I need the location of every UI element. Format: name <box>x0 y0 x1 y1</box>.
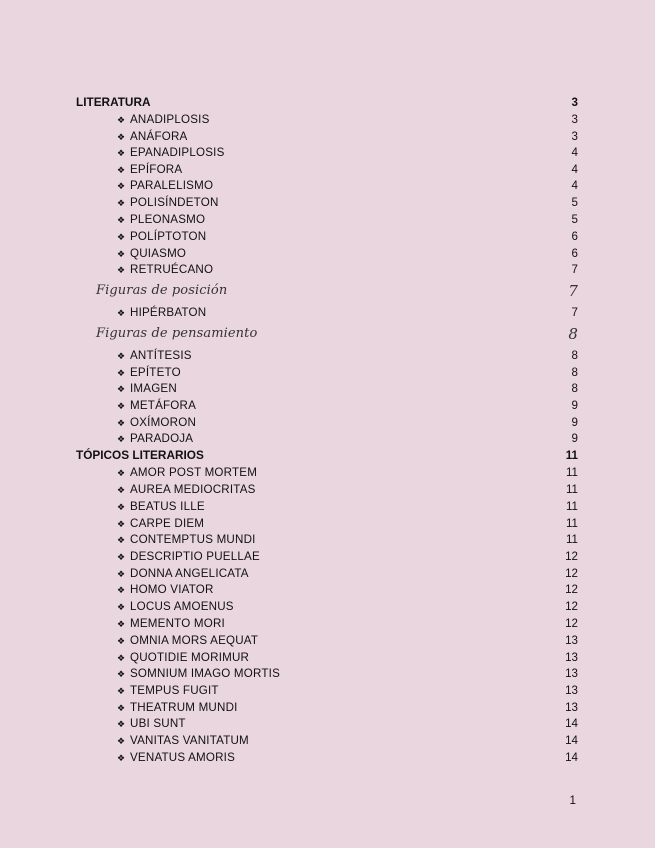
toc-entry-label: EPÍTETO <box>130 365 181 379</box>
toc-page-number: 14 <box>565 717 578 730</box>
toc-page-number: 14 <box>565 734 578 747</box>
diamond-bullet-icon: ❖ <box>117 198 126 208</box>
toc-page-number: 11 <box>565 449 578 462</box>
diamond-bullet-icon: ❖ <box>117 602 126 612</box>
toc-entry[interactable] <box>0 732 655 749</box>
diamond-bullet-icon: ❖ <box>117 434 126 444</box>
toc-entry-label: PLEONASMO <box>130 212 206 226</box>
diamond-bullet-icon: ❖ <box>117 214 126 225</box>
toc-page-number: 7 <box>571 306 578 319</box>
toc-entry-label: AMOR POST MORTEM <box>130 466 258 479</box>
toc-entry[interactable] <box>0 531 655 548</box>
diamond-bullet-icon: ❖ <box>117 164 126 175</box>
toc-entry[interactable] <box>0 194 655 211</box>
toc-entry[interactable] <box>0 414 655 431</box>
diamond-bullet-icon: ❖ <box>117 308 126 318</box>
toc-entry[interactable] <box>0 261 655 278</box>
toc-page-number: 4 <box>571 146 578 159</box>
toc-entry[interactable] <box>0 649 655 666</box>
diamond-bullet-icon: ❖ <box>117 635 126 646</box>
toc-entry-label: PARALELISMO <box>130 179 214 192</box>
toc-entry[interactable] <box>0 380 655 397</box>
toc-subheading-label: Figuras de posición <box>96 283 228 298</box>
diamond-bullet-icon: ❖ <box>117 468 126 478</box>
toc-entry[interactable] <box>0 177 655 194</box>
diamond-bullet-icon: ❖ <box>117 248 126 259</box>
toc-entry-label: POLISÍNDETON <box>130 196 219 209</box>
toc-entry-label: QUOTIDIE MORIMUR <box>130 650 250 664</box>
toc-page-number: 7 <box>568 282 578 300</box>
toc-entry-label: IMAGEN <box>130 382 177 395</box>
toc-entry-label: ANADIPLOSIS <box>130 113 210 126</box>
toc-entry-label: EPANADIPLOSIS <box>130 146 225 159</box>
diamond-bullet-icon: ❖ <box>117 736 126 746</box>
toc-entry[interactable] <box>0 144 655 161</box>
toc-subheading[interactable] <box>0 322 655 346</box>
toc-page-number: 11 <box>565 483 578 496</box>
toc-page-number: 14 <box>565 751 578 764</box>
toc-entry[interactable] <box>0 615 655 632</box>
toc-page-number: 13 <box>565 633 578 647</box>
toc-page-number: 13 <box>565 684 578 697</box>
toc-entry-label: HIPÉRBATON <box>130 306 207 319</box>
diamond-bullet-icon: ❖ <box>117 231 126 242</box>
diamond-bullet-icon: ❖ <box>117 552 126 562</box>
toc-entry[interactable] <box>0 304 655 321</box>
toc-entry-label: CARPE DIEM <box>130 516 205 530</box>
toc-page-number: 8 <box>571 365 578 379</box>
toc-entry[interactable] <box>0 128 655 145</box>
toc-page-number: 4 <box>571 179 578 192</box>
toc-page-number: 11 <box>565 533 578 546</box>
toc-page-number: 7 <box>571 263 578 276</box>
diamond-bullet-icon: ❖ <box>117 719 126 729</box>
toc-entry[interactable] <box>0 515 655 532</box>
diamond-bullet-icon: ❖ <box>117 535 126 545</box>
toc-heading-label: TÓPICOS LITERARIOS <box>76 448 204 462</box>
toc-entry[interactable] <box>0 397 655 414</box>
diamond-bullet-icon: ❖ <box>117 265 126 275</box>
toc-entry-label: DONNA ANGELICATA <box>130 566 249 580</box>
toc-page-number: 8 <box>571 348 578 362</box>
toc-entry[interactable] <box>0 699 655 716</box>
toc-page-number: 6 <box>571 229 578 243</box>
toc-entry[interactable] <box>0 481 655 498</box>
toc-page-number: 12 <box>565 600 578 613</box>
toc-page-number: 13 <box>565 650 578 664</box>
toc-entry[interactable] <box>0 581 655 598</box>
toc-entry[interactable] <box>0 111 655 128</box>
diamond-bullet-icon: ❖ <box>117 115 126 125</box>
diamond-bullet-icon: ❖ <box>117 652 126 663</box>
diamond-bullet-icon: ❖ <box>117 367 126 378</box>
toc-entry-label: BEATUS ILLE <box>130 499 205 513</box>
toc-page-number: 6 <box>571 246 578 260</box>
toc-heading-label: LITERATURA <box>76 95 151 109</box>
diamond-bullet-icon: ❖ <box>117 384 126 394</box>
toc-entry[interactable] <box>0 347 655 364</box>
diamond-bullet-icon: ❖ <box>117 148 126 158</box>
toc-entry[interactable] <box>0 548 655 565</box>
toc-subheading[interactable] <box>0 279 655 303</box>
toc-page-number: 4 <box>571 162 578 176</box>
toc-page-number: 12 <box>565 583 578 596</box>
toc-page-number: 5 <box>571 212 578 226</box>
toc-entry-label: ANÁFORA <box>130 129 188 143</box>
toc-entry-label: LOCUS AMOENUS <box>130 600 234 613</box>
toc-entry[interactable] <box>0 430 655 447</box>
diamond-bullet-icon: ❖ <box>117 518 126 529</box>
toc-entry-label: RETRUÉCANO <box>130 263 214 276</box>
toc-entry-label: OMNIA MORS AEQUAT <box>130 633 259 647</box>
toc-subheading-label: Figuras de pensamiento <box>96 326 258 341</box>
toc-entry-label: SOMNIUM IMAGO MORTIS <box>130 667 280 680</box>
toc-page-number: 11 <box>565 499 578 513</box>
toc-entry-label: CONTEMPTUS MUNDI <box>130 533 256 546</box>
toc-page-number: 11 <box>565 466 578 479</box>
toc-entry[interactable] <box>0 161 655 178</box>
toc-page-number: 12 <box>565 566 578 580</box>
toc-entry[interactable] <box>0 749 655 766</box>
toc-entry[interactable] <box>0 498 655 515</box>
toc-entry[interactable] <box>0 665 655 682</box>
toc-page-number: 9 <box>571 399 578 412</box>
diamond-bullet-icon: ❖ <box>117 686 126 696</box>
toc-page-number: 3 <box>571 96 578 109</box>
toc-entry[interactable] <box>0 598 655 615</box>
toc-page-number: 13 <box>565 701 578 714</box>
toc-heading[interactable] <box>0 94 655 111</box>
diamond-bullet-icon: ❖ <box>117 501 126 512</box>
toc-entry-label: POLÍPTOTON <box>130 229 207 243</box>
toc-entry-label: HOMO VIATOR <box>130 583 214 596</box>
toc-entry[interactable] <box>0 211 655 228</box>
diamond-bullet-icon: ❖ <box>117 669 126 679</box>
toc-page-number: 3 <box>571 129 578 143</box>
toc-heading[interactable] <box>0 447 655 464</box>
toc-page-number: 13 <box>565 667 578 680</box>
toc-entry[interactable] <box>0 228 655 245</box>
toc-entry[interactable] <box>0 245 655 262</box>
toc-entry-label: THEATRUM MUNDI <box>130 701 238 714</box>
toc-page-number: 5 <box>571 196 578 209</box>
toc-entry-label: OXÍMORON <box>130 415 197 429</box>
toc-page-number: 12 <box>565 617 578 630</box>
diamond-bullet-icon: ❖ <box>117 753 126 763</box>
diamond-bullet-icon: ❖ <box>117 181 126 191</box>
diamond-bullet-icon: ❖ <box>117 585 126 595</box>
toc-entry-label: METÁFORA <box>130 399 197 412</box>
toc-entry-label: EPÍFORA <box>130 162 183 176</box>
toc-entry-label: PARADOJA <box>130 432 194 445</box>
toc-entry-label: VANITAS VANITATUM <box>130 734 249 747</box>
toc-entry-label: VENATUS AMORIS <box>130 751 236 764</box>
toc-entry-label: AUREA MEDIOCRITAS <box>130 483 256 496</box>
toc-entry-label: QUIASMO <box>130 246 187 260</box>
toc-entry[interactable] <box>0 632 655 649</box>
toc-entry-label: UBI SUNT <box>130 717 186 730</box>
diamond-bullet-icon: ❖ <box>117 485 126 495</box>
toc-entry[interactable] <box>0 364 655 381</box>
diamond-bullet-icon: ❖ <box>117 619 126 629</box>
toc-page-number: 3 <box>571 113 578 126</box>
toc-entry[interactable] <box>0 565 655 582</box>
toc-page-number: 8 <box>568 325 578 343</box>
diamond-bullet-icon: ❖ <box>117 568 126 579</box>
toc-page-number: 11 <box>565 516 578 530</box>
toc-entry-label: MEMENTO MORI <box>130 617 225 630</box>
toc-entry[interactable] <box>0 682 655 699</box>
diamond-bullet-icon: ❖ <box>117 350 126 361</box>
page-number-footer: 1 <box>569 794 576 807</box>
toc-entry-label: DESCRIPTIO PUELLAE <box>130 550 260 563</box>
toc-entry[interactable] <box>0 464 655 481</box>
toc-page-number: 9 <box>571 432 578 445</box>
toc-page-number: 9 <box>571 415 578 429</box>
toc-page-number: 12 <box>565 550 578 563</box>
toc-entry-label: ANTÍTESIS <box>130 348 192 362</box>
diamond-bullet-icon: ❖ <box>117 417 126 428</box>
toc-entry[interactable] <box>0 715 655 732</box>
diamond-bullet-icon: ❖ <box>117 401 126 411</box>
toc-entry-label: TEMPUS FUGIT <box>130 684 219 697</box>
diamond-bullet-icon: ❖ <box>117 131 126 142</box>
diamond-bullet-icon: ❖ <box>117 703 126 713</box>
toc-page-number: 8 <box>571 382 578 395</box>
